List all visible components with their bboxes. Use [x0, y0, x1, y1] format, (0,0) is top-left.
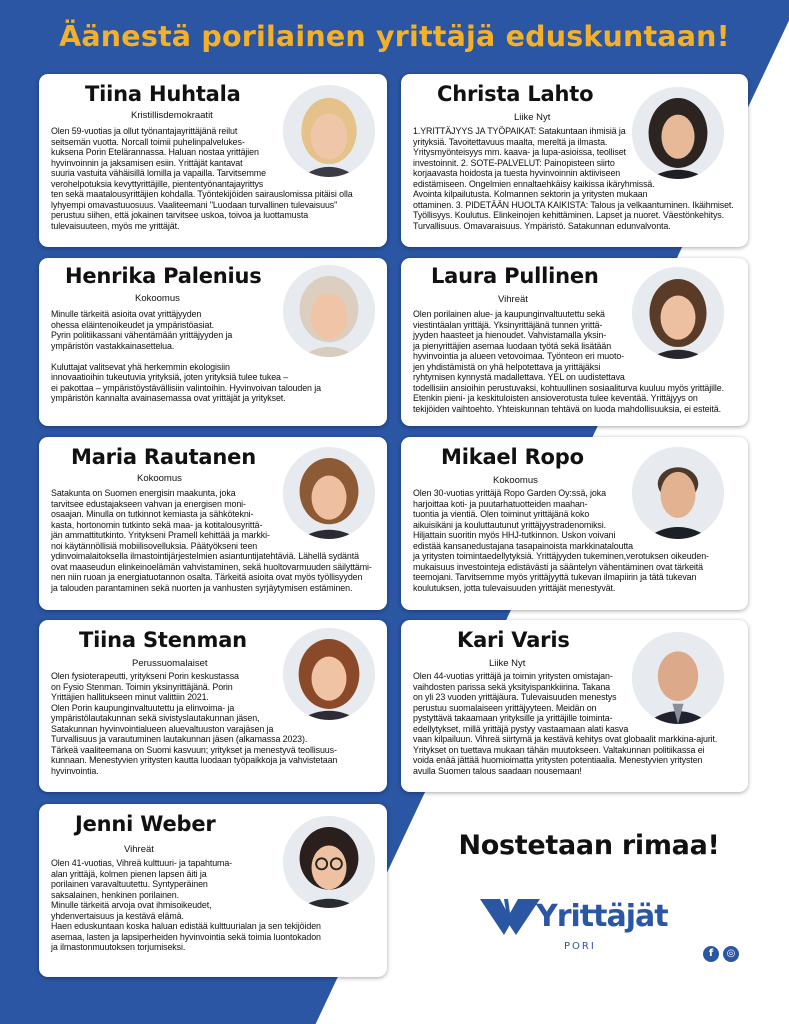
candidate-photo [632, 267, 724, 359]
candidate-party: Vihreät [124, 844, 154, 855]
candidate-name: Kari Varis [457, 628, 570, 652]
page-title: Äänestä porilainen yrittäjä eduskuntaan! [59, 20, 730, 53]
candidate-name: Jenni Weber [75, 812, 216, 836]
candidate-text: 1.YRITTÄJYYS JA TYÖPAIKAT: Satakuntaan ihmisiä ja yrityksiä. Tavoitettavuus maalta, mereltä ja ilmasta. Yritysmyönteisyys mm. kaava- ja lupa-asioissa, teolliset investoinnit. 2. SOTE-PALVELUT: Painopisteen siirto korjaavasta hoidosta ja tuesta hyvinvoinnin aktiiviseen edistämiseen. Ongelmien ennaltaehkäisy kaikissa ikäryhmissä. Avointa kilpailutusta. Kolmannen sektorin ja yritysten mukaan ottaminen. 3. PIDETÄÄN HUOLTA KAIKISTA: Talous ja velkaantuminen. Ikäihmiset. Työllisyys. Koulutus. Elinkeinojen kehittäminen. Lapset ja nuoret. Väestönkehitys. Turvallisuus. Omavaraisuus. Ympäristö. Satakunnan edunvalvonta. [413, 126, 734, 231]
candidate-party: Kokoomus [493, 475, 538, 486]
candidate-card-huhtala [39, 74, 387, 247]
candidate-photo [283, 85, 375, 177]
candidate-photo [632, 447, 724, 539]
candidate-card-ropo [401, 437, 748, 610]
yrittajat-logo [478, 893, 688, 963]
candidate-photo [283, 265, 375, 357]
candidate-photo [632, 632, 724, 724]
candidate-party: Perussuomalaiset [132, 658, 208, 669]
candidate-photo [283, 447, 375, 539]
candidate-card-weber [39, 804, 387, 977]
yrittajat-mark-icon [478, 895, 542, 941]
candidate-party: Kokoomus [135, 293, 180, 304]
logo-sub: PORI [564, 941, 596, 952]
candidate-photo [283, 816, 375, 908]
candidate-card-pullinen [401, 258, 748, 426]
candidate-card-rautanen [39, 437, 387, 610]
logo-name: Yrittäjät [536, 899, 668, 934]
candidate-name: Tiina Stenman [79, 628, 247, 652]
slogan: Nostetaan rimaa! [458, 830, 720, 861]
candidate-text: Olen 59-vuotias ja ollut työnantajayrittäjänä reilut seitsemän vuotta. Norcall toimii puhelinpalvelukes- kuksena Porin Etelärannassa. Haluan nostaa yrittäjien hyvinvoinnin ja jaksamisen esiin. Yrittäjät kantavat suuria vastuita vähäisillä lomilla ja vapailla. Tarvitsemme verohelpotuksia kevyttyrittäjille, piententyönantajayrittys ten sekä maatalousyrittäjien kohdalla. Työntekijöiden sairauslomissa pitäisi olla lyhyempi omavastuuosuus. Vaaliteemani "Luodaan turvallinen tulevaisuus" perustuu siihen, että jokainen tarvitsee uskoa, toivoa ja luottamusta tulevaisuuteen, myös me yrittäjät. [51, 126, 353, 231]
candidate-name: Christa Lahto [437, 82, 594, 106]
candidate-text: Olen porilainen alue- ja kaupunginvaltuutettu sekä viestintäalan yrittäjä. Yksinyrittäjänä tunnen yrittä- jyyden haasteet ja hienoudet. Vahvistamalla yksin- ja pienyrittäjien asemaa luodaan työtä sekä lisätään hyvinvointia ja alueen vetovoimaa. Työnteon eri muoto- jen yhdistämistä on yhä helpotettava ja yrittäjäksi ryhtymisen kynnystä madallettava. YEL on uudistettava todellisiin ansioihin perustuvaksi, kohtuullinen sosiaaliturva kuuluu myös yrittäjille. Etenkin pieni- ja keskituloisten ansioverotusta tulee keventää. Yrittäjyys on tekijöiden vaihtoehto. Yhteiskunnan tehtävä on luoda mahdollisuuksia, ei esteitä. [413, 309, 724, 414]
candidate-party: Kokoomus [137, 473, 182, 484]
candidate-name: Tiina Huhtala [85, 82, 241, 106]
candidate-card-varis [401, 620, 748, 792]
candidate-card-stenman [39, 620, 387, 792]
candidate-text: Olen 41-vuotias, Vihreä kulttuuri- ja tapahtuma- alan yrittäjä, kolmen pienen lapsen äiti ja porilainen varavaltuutettu. Syntyperäinen saksalainen, henkinen porilainen. Minulle tärkeitä arvoja ovat ihmisoikeudet, yhdenvertaisuus ja kestävä elämä. Haen eduskuntaan koska haluan edistää kulttuurialan ja sen tekijöiden asemaa, lasten ja lapsiperheiden hyvinvointia sekä toimia luontokadon ja ilmastonmuutoksen torjumiseksi. [51, 858, 321, 952]
candidate-name: Mikael Ropo [441, 445, 584, 469]
candidate-text: Olen 44-vuotias yrittäjä ja toimin yritysten omistajan- vaihdosten parissa sekä yksityispankkiirina. Takana on yli 23 vuoden yrittäjäura. Tulevaisuuden menestys perustuu suomalaiseen yrittäjyyteen. Meidän on pystyttävä takaamaan yrityksille ja yrittäjille toiminta- edellytykset, millä yrittäjä pystyy vastaamaan alati kasva vaan kilpailuun. Vihreä siirtymä ja kestävä kehitys ovat globaalit markkina-ajurit. Yritykset on tuettava mukaan tähän muutokseen. Valtakunnan politiikassa ei voida enää jättää huomioimatta yritysten potentiaalia. Menestyvien yritysten avulla Suomen talous saadaan nousemaan! [413, 671, 718, 776]
candidate-name: Maria Rautanen [71, 445, 256, 469]
candidate-party: Vihreät [498, 294, 528, 305]
candidate-text: Olen fysioterapeutti, yritykseni Porin keskustassa on Fysio Stenman. Toimin yksinyrittäjänä. Porin Yrittäjien hallitukseen minut valittiin 2021. Olen Porin kaupunginvaltuutettu ja elinvoima- ja ympäristölautakunnan sekä sivistyslautakunnan jäsen, Satakunnan hyvinvointialueen aluevaltuuston varajäsen ja Turvallisuus ja varautuminen lautakunnan jäsen (alkamassa 2023). Tärkeä vaaliteemana on Suomi kasvuun; yritykset ja menestyvä teollisuus- kunnaan. Menestyvien yritysten kautta luodaan työpaikkoja ja vahvistetaan hyvinvointia. [51, 671, 338, 776]
candidate-text: Minulle tärkeitä asioita ovat yrittäjyyden ohessa eläintenoikeudet ja ympäristöasiat. Pyrin politiikassani vähentämään yrittäjyyden ja ympäristön vastakkainasettelua. Kuluttajat valitsevat yhä herkemmin ekologisiin innovaatioihin tukeutuvia yrityksiä, joten yrityksiä tulee tukea – ei pakottaa – ympäristöystävällisiin valintoihin. Hyvinvoivan talouden ja ympäristön kannalta avainasemassa ovat yrittäjät ja yritykset. [51, 309, 321, 403]
candidate-name: Laura Pullinen [431, 264, 599, 288]
candidate-party: Liike Nyt [514, 112, 551, 123]
candidate-text: Satakunta on Suomen energisin maakunta, joka tarvitsee edustajakseen vahvan ja energisen moni- osaajan. Minulla on tutkinnot kemiasta ja sähkötekni- kasta, hortonomin tutkinto sekä maa- ja kotitalousyrittä- jän ammattitutkinto. Yritykseni Pramell kehittää ja markki- noi käytännöllisiä mobiilisovelluksia. Päätyökseni teen ydinvoimalaitoksella ilmastointijärjestelmien asiantuntijatehtäviä. Lähellä sydäntä ovat maaseudun elinkeinoelämän vahvistaminen, sekä huoltovarmuuden säilyttämi- nen niin ruoan ja energiatuotannon osalta. Tärkeitä asioita ovat myös työllisyyden ja talouden parantaminen sekä nuorten ja vanhusten syrjäytymisen estäminen. [51, 488, 372, 593]
candidate-card-lahto [401, 74, 748, 247]
candidate-party: Liike Nyt [489, 658, 526, 669]
candidate-card-palenius [39, 258, 387, 426]
candidate-photo [632, 87, 724, 179]
candidate-text: Olen 30-vuotias yrittäjä Ropo Garden Oy:ssä, joka harjoittaa koti- ja puutarhatuotteiden maahan- tuontia ja vientiä. Olen toiminut yrittäjänä koko aikuisikäni ja kouluttautunut yrittäjyystradenomiksi. Hiljattain suoritin myös HHJ-tutkinnon. Uskon voivani edistää kansanedustajana tasapainoista markkinataloutta ja yritysten toimintaedellytyksiä. Yrittäjyyden tukeminen,verotuksen oikeuden- mukaisuus investointeja edistävästi ja sääntelyn vähentäminen ovat tärkeitä teemojani. Tarvitsemme myös yrittäjyyttä tukevan ilmapiirin ja tätä tukevan koulutuksen, jotta tulevaisuuden yrittäjät menestyvät. [413, 488, 709, 593]
instagram-icon[interactable]: ◎ [723, 946, 739, 962]
candidate-name: Henrika Palenius [65, 264, 262, 288]
candidate-photo [283, 628, 375, 720]
facebook-icon[interactable]: f [703, 946, 719, 962]
candidate-party: Kristillisdemokraatit [131, 110, 213, 121]
